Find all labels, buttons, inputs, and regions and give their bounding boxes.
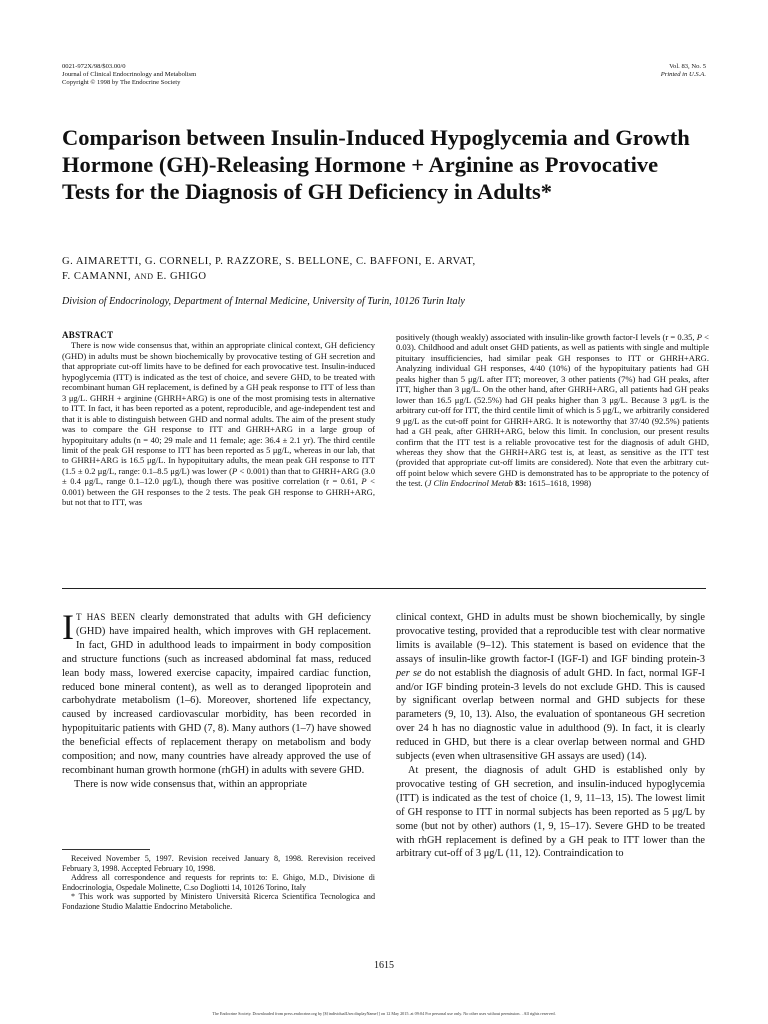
drop-cap: I [62,607,74,647]
author-list [62,254,702,284]
journal-header [62,63,382,88]
volume-issue: Vol. 83, No. 5 [669,63,706,70]
abstract-paragraph-2: positively (though weakly) associated with insulin-like growth factor-I levels (r = 0.35, P < 0.03). Childhood and adult onset GHD patients, as well as patients with single and multiple pituitary insufficiencies, had similar peak GH responses to ITT or GHRH+ARG. Analyzing individual GH responses, 4/40 (10%) of the hypopituitary patients had GH peaks higher than 5 μg/L after ITT; moreover, 3 other patients (7%) had GH peaks, after ITT, higher than 3 μg/L. On the other hand, after GHRH+ARG, all patients had GH peaks lower than 16.5 μg/L (52.5%) had GH peaks higher than 3 μg/L. Because 3 μg/L is the arbitrary cut-off for ITT, the third centile limit of which is 5 μg/L, we arbitrarily considered 9 μg/L as the cut-off point for GHRH+ARG. It is noteworthy that 37/40 (92.5%) patients had a GH peak, after GHRH+ARG, below this limit. In conclusion, our present results confirm that the ITT test is a reliable provocative test for the diagnosis of adult GHD, whereas they show that the GHRH+ARG test is, at least, as sensitive as the ITT test (provided that appropriate cut-off limits are considered). Note that even the arbitrary cut-off point below which severe GHD is demonstrated has to be appropriate to the potency of the test. (J Clin Endocrinol Metab 83: 1615–1618, 1998) [396,332,709,489]
abstract-left-column [62,330,375,508]
download-notice: The Endocrine Society. Downloaded from press.endocrine.org by [${individualUser.displayName}] on 12 May 2015. at 09:04 For personal use only. No other uses without permission. . All rights reserved. [212,1011,556,1016]
funding-note: * This work was supported by Ministero Università Ricerca Scientifica Tecnologica and Fondazione Studio Malattie Endocrino Metaboliche. [62,892,375,911]
authors-line-2 [62,269,702,284]
body-paragraph-2: There is now wide consensus that, within an appropriate [74,778,307,790]
per-se: per se [396,667,422,679]
lead-in-caps: T HAS BEEN [76,612,136,622]
received-dates: Received November 5, 1997. Revision received January 8, 1998. Rerevision received February 3, 1998. Accepted February 10, 1998. [62,854,375,873]
volume-header [661,63,706,79]
section-divider [62,588,706,589]
body-left-column [62,607,371,792]
body-right-column [396,611,705,861]
body-paragraph-3: clinical context, GHD in adults must be shown biochemically, by single provocative testing, provided that a reproducible test with clear normative limits is available (9–12). This statement is based on evidence that the assays of insulin-like growth factor-I (IGF-I) and IGF binding protein-3 per se do not establish the diagnosis of adult GHD. In fact, normal IGF-I and/or IGF binding protein-3 levels do not exclude GHD. This is caused by significant overlap between normal and GHD subjects for these parameters (9, 10, 13). Also, the evaluation of spontaneous GH secretion over 24 h has no diagnostic value in adulthood (9). In fact, it is clearly reduced in GHD, but there is a clear overlap between normal and GHD subjects (even when ultrasensitive GH assays are used) (14). [396,612,706,763]
footnote-divider [62,849,150,850]
article-title: Comparison between Insulin-Induced Hypoglycemia and Growth Hormone (GH)-Releasing Hormone + Arginine as Provocative Tests for the Diagnosis of GH Deficiency in Adults* [62,125,690,204]
issn-code: 0021-972X/98/$03.00/0 [62,63,126,70]
abstract-right-column [396,332,709,489]
authors-line-1: G. AIMARETTI, G. CORNELI, P. RAZZORE, S. BELLONE, C. BAFFONI, E. ARVAT, [62,256,476,267]
page-number: 1615 [374,960,394,971]
author-camanni: F. CAMANNI, [62,271,132,282]
citation-volume: 83: [514,478,527,489]
abstract-paragraph-1: There is now wide consensus that, within an appropriate clinical context, GH deficiency (GHD) in adults must be shown biochemically by provocative testing of GH secretion and that appropriate cut-off limits have to be defined for each provocative test. Insulin-induced hypoglycemia (ITT) is indicated as the test of choice, and severe GHD, to be treated with recombinant human GH replacement, is defined by a GH peak response to ITT of less than 3 μg/L. GHRH + arginine (GHRH+ARG) is one of the most promising tests in alternative to ITT. In fact, it has been reported as a potent, reproducible, and age-independent test and that it is able to distinguish between GHD and normal adults. The aim of the present study was to compare the GH response to ITT and GHRH+ARG in a large group of hypopituitary adults (n = 40; 29 male and 11 female; age: 36.4 ± 2.1 yr). The third centile limit of the peak GH response to ITT has been reported as 5 μg/L, whereas in our lab, that to GHRH+ARG is 16.5 μg/L. In hypopituitary adults, the mean peak GH response to ITT (1.5 ± 0.2 μg/L, range: 0.1–8.5 μg/L) was lower (P < 0.001) than that to GHRH+ARG (3.0 ± 0.4 μg/L, range 0.1–12.0 μg/L), though there was positive correlation (r = 0.61, P < 0.001) between the GH responses to the 2 tests. The peak GH response to GHRH+ARG, but not that to ITT, was [62,340,375,508]
printed-in: Printed in U.S.A. [660,71,706,79]
correspondence-address: Address all correspondence and requests for reprints to: E. Ghigo, M.D., Divisione di Endocrinologia, Ospedale Molinette, C.so Dogliotti 14, 10126 Torino, Italy [62,873,375,892]
author-ghigo: E. GHIGO [156,271,207,282]
body-paragraph-4: At present, the diagnosis of adult GHD is established only by provocative testing of GH secretion, and insulin-induced hypoglycemia (ITT) is indicated as the test of choice (1, 9, 11–13, 15). The lowest limit of GH response to ITT in normal subjects has been reported as 5 μg/L by some (but not by other) authors (1, 9, 15–17). Severe GHD to be treated with rhGH replacement is defined by a GH peak to ITT lower than the arbitrary cut-off of 3 μg/L (11, 12). Contraindication to [396,764,705,860]
citation-journal: J Clin Endocrinol Metab [427,478,513,489]
citation-pages: 1615–1618, 1998) [526,478,592,489]
footnotes [62,854,375,911]
abstract-heading: ABSTRACT [62,330,114,340]
copyright-line: Copyright © 1998 by The Endocrine Society [62,79,181,87]
body-paragraph-1: I T HAS BEEN clearly demonstrated that adults with GH deficiency (GHD) have impaired health, which improves with GH replacement. In fact, GHD in adulthood leads to impairment in body composition and structure functions (such as increased abdominal fat mass, reduced lean body mass, lowered exercise capacity, impaired cardiac function, reduced bone mineral content), as well as to deranged lipoprotein and carbohydrate metabolism (1–6). Moreover, shortened life expectancy, caused by increased cardiovascular morbidity, has been recorded in hypopituitaric patients with GHD (7, 8). Many authors (1–7) have showed the beneficial effects of replacement therapy on metabolism and body composition; and now, many countries have already approved the use of recombinant human growth hormone (rhGH) in adults with severe GHD. [62,607,371,776]
affiliation: Division of Endocrinology, Department of Internal Medicine, University of Turin, 10126 Turin Italy [62,296,465,307]
and-word: AND [134,272,154,281]
journal-name: Journal of Clinical Endocrinology and Metabolism [62,71,197,79]
